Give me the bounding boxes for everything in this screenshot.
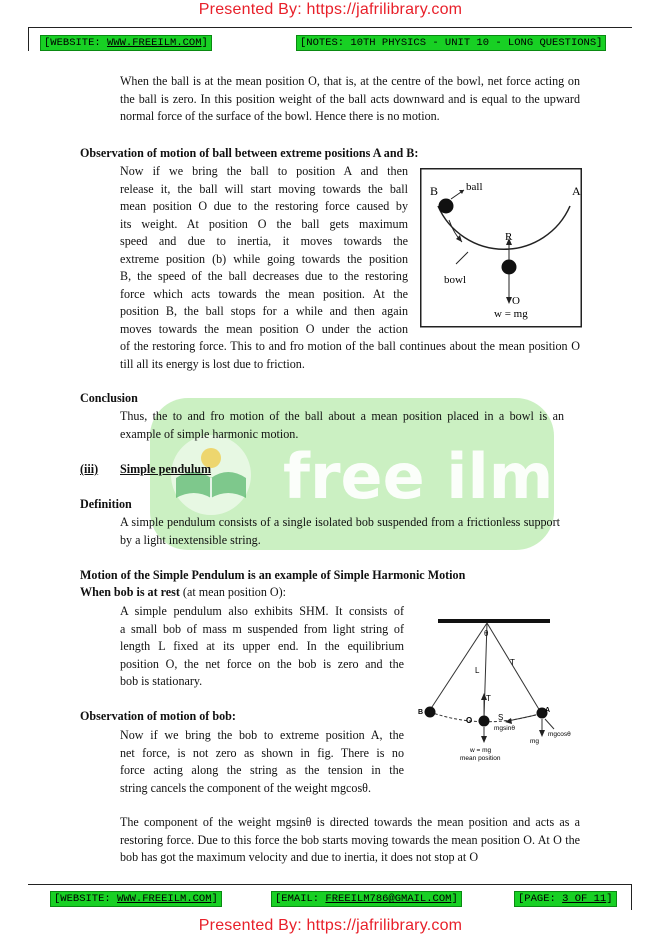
label-A: A xyxy=(572,184,581,198)
right-margin-line xyxy=(631,884,632,910)
label-w-mg: w = mg xyxy=(494,308,528,320)
footer-website-close: ] xyxy=(211,893,218,905)
label-B: B xyxy=(430,184,439,198)
heading-rest-normal: (at mean position O): xyxy=(179,585,287,599)
bowl-pointer-line xyxy=(456,252,468,264)
ball-motion-line: its weight. At position O the ball gets maximum xyxy=(120,216,408,231)
presented-by-bottom: Presented By: https://jafrilibrary.com xyxy=(198,917,463,934)
label-L: L xyxy=(475,666,480,675)
heading-conclusion: Conclusion xyxy=(80,391,138,405)
rest-line: a small bob of mass m suspended from light string of xyxy=(120,621,404,636)
paragraph-ball-motion-tail: of the restoring force. This to and fro motion of the ball continues about the mean position O till all its energy is lost due to friction. xyxy=(120,339,580,371)
footer-website-badge xyxy=(50,891,222,907)
mgcos-line xyxy=(545,719,554,729)
paragraph-mean-position: When the ball is at the mean position O, that is, at the centre of the bowl, net force acting on the ball is zero. In this position weight of the ball acts downward and is equal to the upward normal force of the surface of the bowl. Hence there is no motion. xyxy=(120,74,580,124)
bob-at-O xyxy=(479,716,490,727)
rest-line: A simple pendulum also exhibits SHM. It consists of xyxy=(120,604,404,618)
bowl-figure-frame xyxy=(421,169,582,327)
bob-line: force acting along the string as the tension in the xyxy=(120,763,404,777)
rest-line: length L fixed at its upper end. In the equilibrium xyxy=(120,639,404,653)
heading-definition: Definition xyxy=(80,497,132,511)
presented-by-top: Presented By: https://jafrilibrary.com xyxy=(198,1,463,18)
ball-motion-line: force which acts towards the mean position. At the xyxy=(120,286,408,301)
header-website-label: [WEBSITE: xyxy=(44,37,108,49)
bowl-curve xyxy=(438,206,570,249)
footer-email-close: ] xyxy=(451,893,458,905)
mg-arrow-icon xyxy=(539,730,545,737)
footer-email-label: [EMAIL: xyxy=(275,893,326,905)
section-title: Simple pendulum xyxy=(120,462,212,476)
bowl-figure xyxy=(420,168,582,328)
header-website-link[interactable]: WWW.FREEILM.COM xyxy=(107,37,202,49)
label-O: O xyxy=(512,295,520,307)
paragraph-conclusion: Thus, the to and fro motion of the ball about a mean position placed in a bowl is an example of simple harmonic motion. xyxy=(120,409,564,441)
ball-motion-line: mean position O due to the restoring force caused by xyxy=(120,199,408,213)
pendulum-support xyxy=(438,619,550,623)
section-number: (iii) xyxy=(80,462,99,476)
restoring-force-line xyxy=(508,715,536,721)
paragraph-component: The component of the weight mgsinθ is directed towards the mean position and acts as a restoring force. Due to this force the bob starts moving towards the mean position O. At O the bob has got the maximum velocity and due to inertia, it does not stop at O xyxy=(120,815,580,865)
heading-shm: Motion of the Simple Pendulum is an example of Simple Harmonic Motion xyxy=(80,568,466,582)
label-R: R xyxy=(505,231,513,243)
weight-arrow-icon xyxy=(481,736,487,743)
label-T-up: T xyxy=(486,694,491,703)
label-T-string: T xyxy=(510,658,515,667)
footer-page-label: [PAGE: xyxy=(518,893,563,905)
label-ball: ball xyxy=(466,181,483,193)
ball-at-O xyxy=(502,260,517,275)
ball-motion-line: speed and due to inertia, it moves towards the xyxy=(120,234,408,248)
footer-email-badge xyxy=(271,891,462,907)
watermark-text: free ilm. xyxy=(283,440,577,513)
ball-motion-line: moves towards the mean position O under the action xyxy=(120,321,408,336)
label-B: B xyxy=(418,709,424,716)
label-mgsin: mgsinθ xyxy=(494,725,515,732)
footer-email-link[interactable]: FREEILM786@GMAIL.COM xyxy=(325,893,452,905)
bob-line: net force, is not zero as shown in fig. There is no xyxy=(120,745,404,760)
header-rule xyxy=(28,27,632,28)
ball-motion-line: position B, the ball stops for a while and then again xyxy=(120,304,408,318)
label-mean-position: mean position xyxy=(460,755,501,762)
ball-at-B xyxy=(439,199,454,214)
heading-observation-bob: Observation of motion of bob: xyxy=(80,709,236,723)
label-w-mg: w = mg xyxy=(470,747,492,754)
footer-page-number: 3 OF 11 xyxy=(562,893,607,905)
bob-line: string cancels the component of the weight mgcosθ. xyxy=(120,780,371,795)
footer-page-close: ] xyxy=(606,893,613,905)
bob-line: Now if we bring the bob to extreme position A, the xyxy=(120,728,404,742)
rest-line: bob is stationary. xyxy=(120,674,203,688)
label-mgcos: mgcosθ xyxy=(548,731,571,738)
heading-rest xyxy=(80,585,286,600)
header-website-badge xyxy=(40,35,212,51)
label-O: O xyxy=(466,716,473,725)
label-mg: mg xyxy=(530,738,540,745)
string-to-A xyxy=(487,623,540,711)
footer-rule xyxy=(28,884,632,885)
header-website-close: ] xyxy=(201,37,208,49)
header-notes-badge: [NOTES: 10TH PHYSICS - UNIT 10 - LONG QUESTIONS] xyxy=(296,35,606,51)
ball-motion-line: Now if we bring the ball to position A and then xyxy=(120,164,408,178)
footer-website-label: [WEBSITE: xyxy=(54,893,118,905)
footer-page-badge xyxy=(514,891,617,907)
pendulum-figure xyxy=(412,615,590,765)
label-S: S xyxy=(498,713,504,722)
heading-observation-ball: Observation of motion of ball between extreme positions A and B: xyxy=(80,146,419,160)
bob-at-B xyxy=(425,707,436,718)
ball-motion-line: release it, the ball will start moving towards the ball xyxy=(120,181,408,196)
paragraph-definition: A simple pendulum consists of a single isolated bob suspended from a frictionless support by a light inextensible string. xyxy=(120,515,560,547)
ball-motion-line: B, the speed of the ball decreases due to the restoring xyxy=(120,269,408,283)
heading-rest-bold: When bob is at rest xyxy=(80,585,180,599)
label-A: A xyxy=(545,707,551,714)
left-margin-line xyxy=(28,27,29,51)
footer-website-link[interactable]: WWW.FREEILM.COM xyxy=(117,893,212,905)
label-theta: θ xyxy=(484,629,489,638)
ball-motion-line: extreme position (b) while going towards the position xyxy=(120,251,408,266)
label-bowl: bowl xyxy=(444,274,466,286)
rest-line: position O, the net force on the bob is zero and the xyxy=(120,656,404,671)
